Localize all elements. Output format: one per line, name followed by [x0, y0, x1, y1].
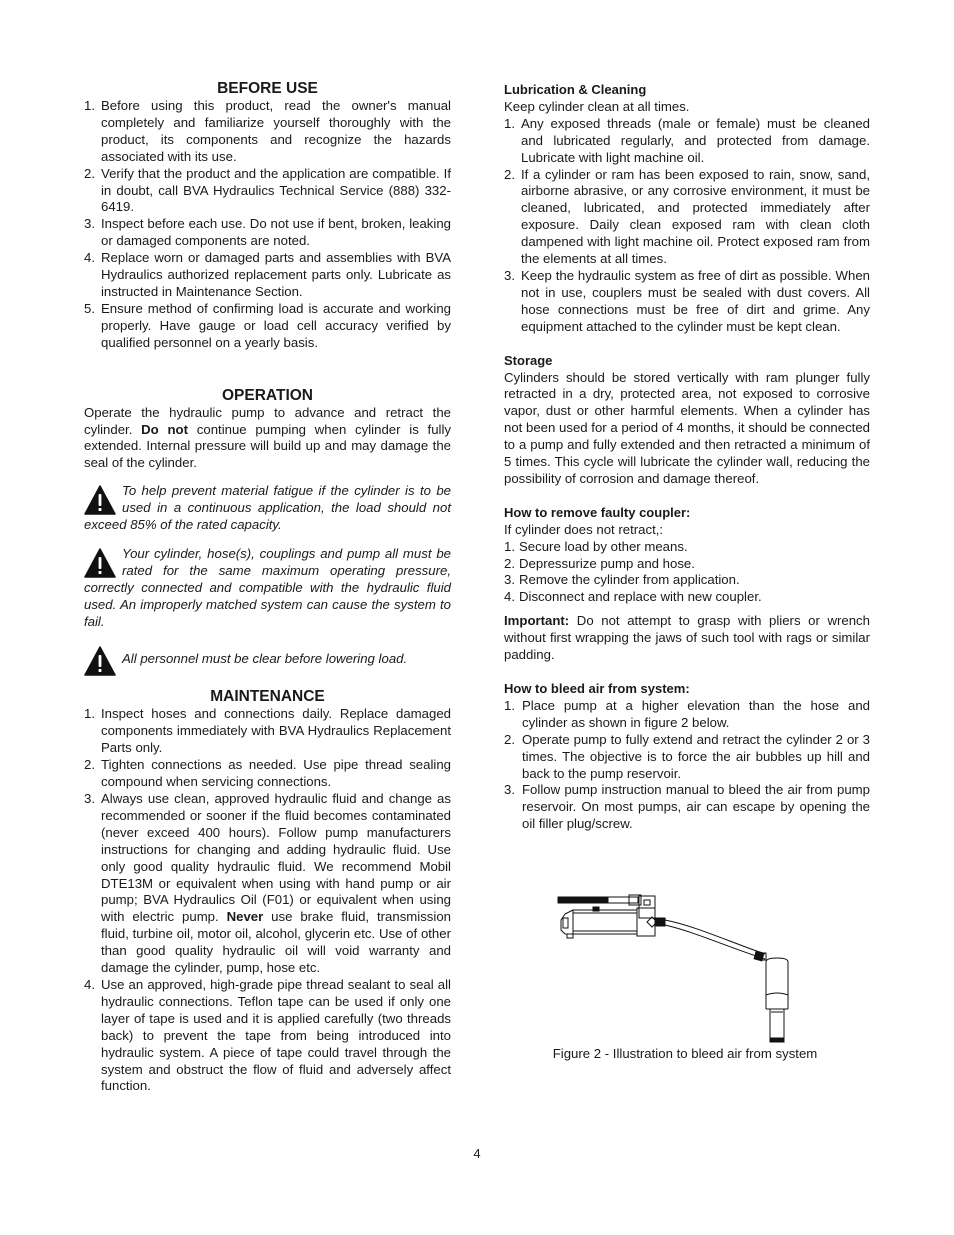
lubrication-heading: Lubrication & Cleaning — [504, 82, 647, 97]
list-item: 2. If a cylinder or ram has been exposed to rain, snow, sand, airborne abrasive, or any corrosive environment, it must be cleaned, lubricated, and protected immediately after exposure. Daily clean exposed ram with clean cloth dampened with light machine oil. Protect exposed ram from the elements at all times. — [504, 166, 870, 267]
before-use-heading: BEFORE USE — [217, 80, 318, 97]
coupler-list — [504, 539, 870, 607]
list-item: 2. Tighten connections as needed. Use pipe thread sealing compound when servicing connections. — [84, 757, 451, 790]
warning-fatigue: To help prevent material fatigue if the cylinder is to be used in a continuous application, the load should not exceed 85% of the rated capacity. — [84, 483, 451, 533]
list-item: 2. Depressurize pump and hose. — [504, 555, 695, 571]
warning-triangle-icon — [84, 548, 116, 578]
list-item: 4. Disconnect and replace with new coupler. — [504, 589, 762, 605]
list-item: 5. Ensure method of confirming load is accurate and working properly. Have gauge or load cell accuracy verified by qualified personnel on a yearly basis. — [84, 300, 451, 350]
list-item: 3. Follow pump instruction manual to bleed the air from pump reservoir. On most pumps, air can escape by opening the oil filler plug/screw. — [504, 782, 870, 832]
list-item: 4. Use an approved, high-grade pipe thread sealant to seal all hydraulic connections. Teflon tape can be used if only one layer of tape is used and it is applied carefully (two threads back) to prevent the tape from being introduced into hydraulic system. A piece of tape could travel through the system and obstruct the flow of fluid and adversely affect function. — [84, 976, 451, 1094]
operation-heading: OPERATION — [222, 386, 313, 404]
list-item: 1. Secure load by other means. — [504, 538, 688, 554]
operation-paragraph: Operate the hydraulic pump to advance and retract the cylinder. Do not continue pumping when cylinder is fully extended. Internal pressure will build up and may damage the seal of the cylinder. — [84, 404, 452, 471]
storage-heading: Storage — [504, 352, 553, 368]
list-item: 1. Place pump at a higher elevation than the hose and cylinder as shown in figure 2 below. — [504, 697, 870, 730]
list-item: 3. Remove the cylinder from application. — [504, 572, 740, 588]
important-note: Important: Do not attempt to grasp with pliers or wrench without first wrapping the jaws of such tool with rags or similar padding. — [504, 613, 870, 663]
figure-caption: Figure 2 - Illustration to bleed air from system — [552, 1046, 818, 1061]
list-item: 2. Operate pump to fully extend and retract the cylinder 2 or 3 times. The objective is to force the air bubbles up hill and back to the pump reservoir. — [504, 731, 870, 781]
warning-triangle-icon — [84, 485, 116, 515]
lubrication-intro: Keep cylinder clean at all times. — [504, 98, 690, 114]
lubrication-list — [504, 116, 870, 336]
bleed-list — [504, 698, 870, 833]
list-item: 3. Inspect before each use. Do not use if bent, broken, leaking or damaged components are noted. — [84, 216, 451, 249]
list-item: 3. Always use clean, approved hydraulic fluid and change as recommended or sooner if the fluid becomes contaminated (never exceed 400 hours). Follow pump manufacturers instructions for changing and adding hydraulic fluid. Use only good quality hydraulic fluid. We recommend Mobil DTE13M or equivalent when using with hand pump or air pump; BVA Hydraulics Oil (F01) or equivalent when using with electric pump. Never use brake fluid, transmission fluid, turbine oil, motor oil, alcohol, glycerin etc. Use of other than good quality hydraulic oil will void warranty and damage the cylinder, pump, hose etc. — [84, 791, 452, 976]
maintenance-heading: MAINTENANCE — [210, 688, 325, 706]
bleed-heading: How to bleed air from system: — [504, 681, 690, 696]
list-item: 1. Before using this product, read the owner's manual completely and familiarize yourself thoroughly with the product, its components and recognize the hazards associated with its use. — [84, 98, 451, 164]
hand-pump-hose-cylinder-illustration — [555, 892, 805, 1047]
warning-matched-system: Your cylinder, hose(s), couplings and pump all must be rated for the same maximum operating pressure, correctly connected and compatible with the hydraulic fluid used. An improperly matched system can cause the system to fail. — [84, 545, 451, 629]
maintenance-list — [84, 706, 451, 1095]
list-item: 3. Keep the hydraulic system as free of dirt as possible. When not in use, couplers must be sealed with dust covers. All hose connections must be free of dirt and grime. Any equipment attached to the cylinder must be kept clean. — [504, 267, 870, 334]
warning-personnel-clear: All personnel must be clear before lowering load. — [84, 644, 451, 676]
pump-illustration-icon — [555, 892, 805, 1047]
warning-triangle-icon — [84, 646, 116, 676]
page-number: 4 — [473, 1146, 481, 1161]
left-column — [84, 80, 451, 1095]
coupler-intro: If cylinder does not retract,: — [504, 521, 664, 537]
list-item: 2. Verify that the product and the application are compatible. If in doubt, call BVA Hydraulics Technical Service (888) 332-6419. — [84, 165, 451, 215]
right-column — [504, 82, 870, 833]
before-use-list — [84, 98, 451, 352]
coupler-heading: How to remove faulty coupler: — [504, 504, 691, 520]
list-item: 1. Inspect hoses and connections daily. Replace damaged components immediately with BVA Hydraulics Replacement Parts only. — [84, 706, 451, 756]
storage-paragraph: Cylinders should be stored vertically with ram plunger fully retracted in a dry, protected area, not exposed to corrosive vapor, dust or other harmful elements. When a cylinder has not been used for a period of 4 months, it should be connected to a pump and fully extended and then retracted a minimum of 5 times. This cycle will lubricate the cylinder wall, reducing the possibility of corrosion and damage thereof. — [504, 369, 870, 486]
list-item: 1. Any exposed threads (male or female) must be cleaned and lubricated regularly, and protected from damage. Lubricate with light machine oil. — [504, 115, 870, 165]
list-item: 4. Replace worn or damaged parts and assemblies with BVA Hydraulics authorized replacement parts only. Lubricate as instructed in Maintenance Section. — [84, 250, 451, 299]
